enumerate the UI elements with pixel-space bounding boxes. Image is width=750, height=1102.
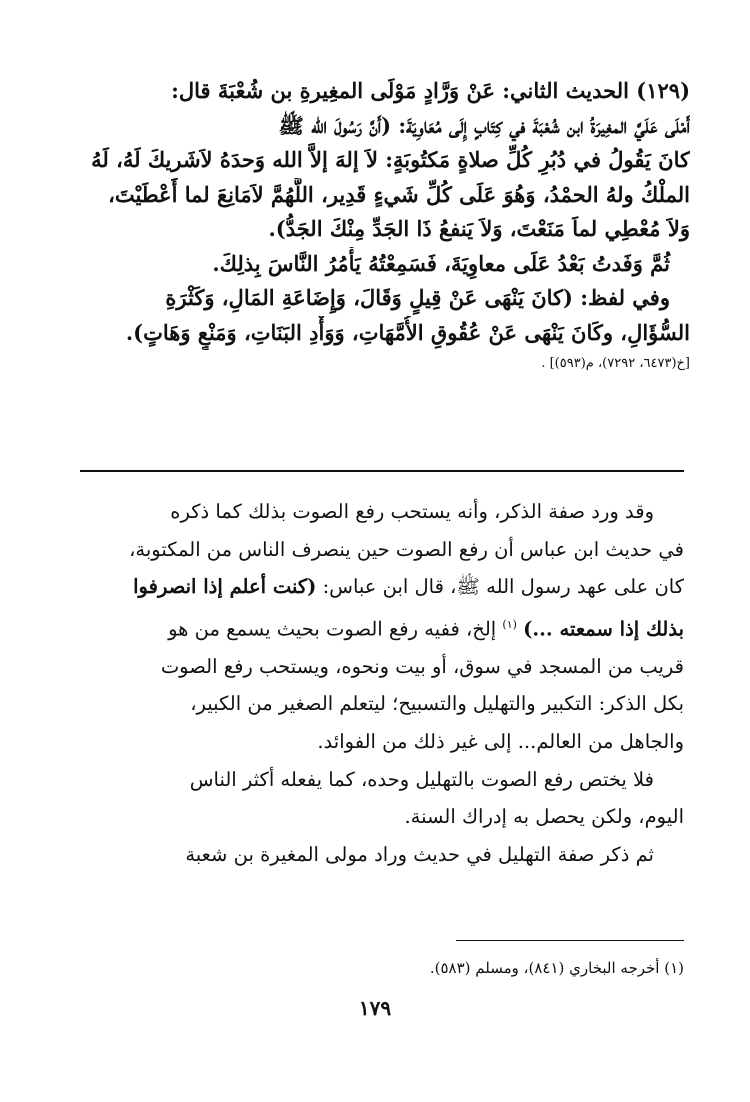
- hadith-line: السُّؤَالِ، وكَانَ يَنْهَى عَنْ عُقُوقِ الأُمَّهَاتِ، وَوَأْدِ البَنَاتِ، وَمَنْعٍ وَهَاتٍ).: [125, 319, 690, 345]
- hadith-line: (١٢٩) الحديث الثاني: عَنْ وَرَّادٍ مَوْلَى المغِيرةِ بن شُعْبَةَ قال:: [171, 78, 690, 103]
- section-divider: [80, 470, 684, 472]
- commentary-line: وقد ورد صفة الذكر، وأنه يستحب رفع الصوت بذلك كما ذكره: [170, 500, 654, 523]
- footnote-marker: (١): [502, 617, 517, 631]
- footnote: (١) أخرجه البخاري (٨٤١)، ومسلم (٥٨٣).: [429, 959, 684, 977]
- commentary-line: قريب من المسجد في سوق، أو بيت ونحوه، ويستحب رفع الصوت: [160, 654, 684, 678]
- hadith-line: وفي لفظ: (كانَ يَنْهَى عَنْ قِيلٍ وَقَالَ، وَإِضَاعَةِ المَالِ، وَكَثْرَةِ: [165, 285, 670, 310]
- hadith-line: وَلاَ مُعْطِي لماَ مَنَعْتَ، وَلاَ يَنفعُ ذَا الجَدِّ مِنْكَ الجَدُّ).: [268, 216, 690, 241]
- page-number: ١٧٩: [358, 996, 392, 1020]
- commentary-line: والجاهل من العالم... إلى غير ذلك من الفوائد.: [317, 730, 684, 754]
- footnote-divider: [456, 940, 684, 941]
- commentary-line: ثم ذكر صفة التهليل في حديث وراد مولى المغيرة بن شعبة: [185, 842, 654, 866]
- hadith-line: كانَ يَقُولُ في دُبُرِ كُلِّ صلاةٍ مَكتُوبَةٍ: لاَ إلهَ إلاَّ الله وَحدَهُ لاَشَريكَ لَهُ، لَهُ: [91, 147, 690, 172]
- hadith-line: أَمْلَى عَلَيَّ المغِيرَةُ ابن شُعْبَةَ في كِتَابٍ إِلَى مُعَاوِيَةَ: (أَنَّ رَسُولَ الله ﷺ: [278, 112, 690, 138]
- commentary-line: [80, 606, 684, 648]
- commentary-text: إلخ، ففيه رفع الصوت بحيث يسمع من هو: [168, 617, 503, 641]
- commentary-line: [80, 568, 684, 606]
- quoted-text: (كنت أعلم إذا انصرفوا: [133, 575, 317, 599]
- hadith-line: الملْكُ ولهُ الحمْدُ، وَهُوَ عَلَى كُلِّ شَيءٍ قَدِير، اللَّهُمَّ لاَمَانِعَ لما أَعْطَيْتَ،: [108, 181, 690, 207]
- commentary-line: بكل الذكر: التكبير والتهليل والتسبيح؛ ليتعلم الصغير من الكبير،: [190, 692, 684, 716]
- hadith-source-reference: [خ(٦٤٧٣، ٧٢٩٢)، م(٥٩٣)] .: [541, 356, 690, 371]
- hadith-line: ثُمَّ وَفَدتُ بَعْدُ عَلَى معاوِيَةَ، فَسَمِعْتُهُ يَأْمُرُ النَّاسَ بِذلِكَ.: [212, 250, 670, 276]
- quoted-text: بذلك إذا سمعته ...): [523, 617, 684, 641]
- commentary-text-block: [80, 493, 684, 873]
- commentary-line: اليوم، ولكن يحصل به إدراك السنة.: [404, 805, 684, 829]
- hadith-text-block: [80, 74, 690, 376]
- commentary-text: كان على عهد رسول الله ﷺ، قال ابن عباس:: [316, 575, 684, 599]
- commentary-line: فلا يختص رفع الصوت بالتهليل وحده، كما يفعله أكثر الناس: [189, 767, 654, 791]
- commentary-line: في حديث ابن عباس أن رفع الصوت حين ينصرف الناس من المكتوبة،: [129, 537, 684, 561]
